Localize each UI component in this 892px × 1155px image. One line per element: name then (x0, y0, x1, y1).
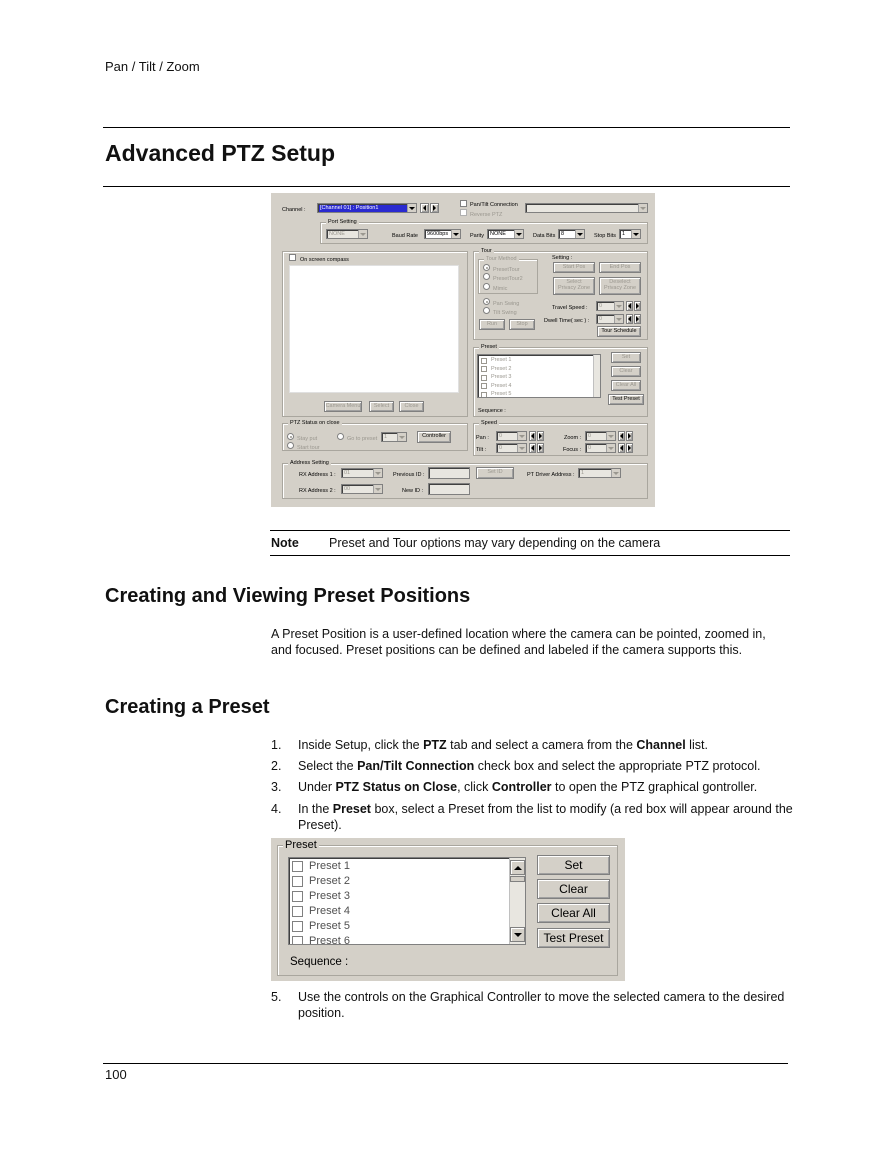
test-preset-button[interactable]: Test Preset (608, 394, 644, 405)
baud-rate-value: 9600bps (427, 231, 449, 237)
ptz-status-title: PTZ Status on close (290, 420, 340, 426)
arrow-right-icon (539, 445, 542, 451)
note-text: Preset and Tour options may vary depending on the camera (329, 536, 661, 550)
port-select-value: NONE (329, 231, 345, 237)
step-text-bold: Channel (636, 738, 686, 752)
start-pos-button[interactable]: Start Pos (553, 262, 595, 273)
focus-speed-value: 0 (588, 445, 592, 451)
preset-tour-label: PresetTour (493, 267, 520, 273)
baud-rate-label: Baud Rate (392, 233, 418, 239)
step-text-bold: PTZ Status on Close (335, 780, 458, 794)
close-button[interactable]: Close (399, 401, 424, 412)
preset-zoom-list-item[interactable] (292, 875, 350, 887)
channel-select-value: [Channel 01] : Position1 (320, 205, 379, 211)
focus-speed-down-button[interactable] (618, 443, 625, 453)
tilt-swing-label: Tilt Swing (493, 310, 517, 316)
pt-driver-address-value: 1 (581, 470, 585, 476)
preset-zoom-set-button[interactable]: Set (537, 855, 610, 875)
step-text-run: , click (457, 780, 492, 794)
step-number: 1. (271, 738, 282, 752)
step-text-run: list. (685, 738, 708, 752)
step-number: 2. (271, 759, 282, 773)
channel-prev-button[interactable] (420, 203, 429, 213)
chevron-down-icon (517, 444, 526, 452)
preset-tour2-radio[interactable] (483, 273, 490, 280)
arrow-up-icon (514, 866, 522, 870)
preset-zoom-title: Preset (285, 839, 317, 851)
step-text-bold: Pan/Tilt Connection (357, 759, 475, 773)
tour-method-title: Tour Method (486, 256, 517, 262)
pan-tilt-connection-checkbox[interactable] (460, 200, 467, 207)
rx-address-1-value: 01 (344, 470, 351, 476)
ptz-setup-dialog-screenshot (271, 193, 655, 507)
preset-zoom-checkbox[interactable] (292, 906, 303, 917)
chevron-down-icon (397, 433, 406, 441)
note-rule-top (270, 530, 790, 531)
focus-speed-select[interactable] (585, 443, 616, 453)
arrow-left-icon (531, 433, 534, 439)
step-text-bold: Controller (491, 780, 552, 794)
address-setting-title: Address Setting (290, 460, 329, 466)
preset-zoom-checkbox[interactable] (292, 936, 303, 946)
preset-tour-radio[interactable] (483, 264, 490, 271)
travel-speed-down-button[interactable] (626, 301, 633, 311)
new-id-field[interactable] (428, 483, 470, 495)
arrow-left-icon (628, 316, 631, 322)
chevron-down-icon (606, 444, 615, 452)
controller-button[interactable]: Controller (417, 431, 451, 443)
dwell-time-up-button[interactable] (634, 314, 641, 324)
channel-select[interactable] (317, 203, 417, 213)
preset-clear-all-button[interactable]: Clear All (611, 380, 641, 391)
tilt-speed-value: 0 (499, 445, 503, 451)
scroll-down-button[interactable] (510, 927, 525, 942)
chevron-down-icon (575, 230, 584, 238)
chevron-down-icon (606, 432, 615, 440)
preset-checkbox[interactable] (481, 358, 487, 364)
pan-speed-down-button[interactable] (529, 431, 536, 441)
running-header: Pan / Tilt / Zoom (105, 59, 200, 74)
scroll-thumb[interactable] (510, 876, 525, 882)
end-pos-button[interactable]: End Pos (599, 262, 641, 273)
arrow-down-icon (514, 933, 522, 937)
on-screen-compass-label: On screen compass (300, 257, 349, 263)
rx-address-2-value: 00 (344, 486, 351, 492)
zoom-speed-up-button[interactable] (626, 431, 633, 441)
chevron-down-icon (611, 469, 620, 477)
preset-list-item[interactable] (481, 391, 511, 398)
tilt-speed-label: Tilt : (476, 447, 487, 453)
tilt-speed-up-button[interactable] (537, 443, 544, 453)
stop-bits-value: 1 (622, 231, 626, 237)
arrow-left-icon (628, 303, 631, 309)
step-number: 3. (271, 780, 282, 794)
preset-zoom-item-label: Preset 5 (309, 920, 350, 932)
chevron-down-icon (373, 469, 382, 477)
rx-address-2-label: RX Address 2 : (299, 488, 336, 494)
data-bits-value: 8 (561, 231, 565, 237)
baud-rate-select[interactable] (424, 229, 461, 239)
speed-title: Speed (481, 420, 497, 426)
preset-zoom-checkbox[interactable] (292, 921, 303, 932)
deselect-privacy-zone-line2: Privacy Zone (603, 285, 637, 291)
rx-address-2-select[interactable] (341, 484, 383, 494)
step-text (298, 737, 793, 753)
tilt-speed-down-button[interactable] (529, 443, 536, 453)
protocol-select[interactable] (525, 203, 648, 213)
travel-speed-up-button[interactable] (634, 301, 641, 311)
preset-zoom-list-item[interactable] (292, 920, 350, 932)
preset-zoom-test-preset-button[interactable]: Test Preset (537, 928, 610, 948)
step-text-bold: Preset (332, 802, 371, 816)
preset-zoom-scrollbar[interactable] (509, 858, 525, 944)
port-select[interactable] (326, 229, 368, 239)
go-to-preset-label: Go to preset (347, 436, 378, 442)
note-label: Note (271, 536, 299, 550)
arrow-right-icon (636, 303, 639, 309)
preset-item-label: Preset 4 (491, 382, 512, 389)
preset-list-item[interactable] (481, 383, 511, 390)
pt-driver-address-label: PT Driver Address : (527, 472, 575, 478)
preset-zoom-clear-button[interactable]: Clear (537, 879, 610, 899)
pan-speed-value: 0 (499, 433, 503, 439)
preset-zoom-item-label: Preset 3 (309, 890, 350, 902)
reverse-ptz-checkbox[interactable] (460, 209, 467, 216)
preset-item-label: Preset 5 (491, 391, 512, 397)
preset-zoom-list-item[interactable] (292, 890, 350, 902)
dwell-time-down-button[interactable] (626, 314, 633, 324)
chevron-down-icon (631, 230, 640, 238)
pt-driver-address-select[interactable] (578, 468, 621, 478)
sequence-label: Sequence : (478, 408, 506, 414)
preset-zoom-sequence-label: Sequence : (290, 956, 349, 968)
step-text-run: Inside Setup, click the (298, 738, 424, 752)
zoom-speed-select[interactable] (585, 431, 616, 441)
rx-address-1-label: RX Address 1 : (299, 472, 336, 478)
dwell-time-label: Dwell Time( sec ) : (544, 318, 590, 324)
dwell-time-value: 0 (599, 316, 603, 322)
go-to-preset-radio[interactable] (337, 433, 344, 440)
preset-item-label: Preset 1 (491, 357, 512, 363)
step-number: 5. (271, 990, 282, 1004)
dwell-time-select[interactable] (596, 314, 624, 324)
preset-zoom-item-label: Preset 6 (309, 935, 350, 945)
step-text-run: Under (298, 780, 336, 794)
preset-set-button[interactable]: Set (611, 352, 641, 363)
new-id-label: New ID : (402, 488, 424, 494)
preset-zoom-list-item[interactable] (292, 905, 350, 917)
arrow-right-icon (539, 433, 542, 439)
deselect-privacy-zone-button[interactable] (599, 277, 641, 295)
chevron-down-icon (358, 230, 367, 238)
preset-panel-screenshot (271, 838, 625, 981)
chevron-down-icon (451, 230, 460, 238)
stop-bits-select[interactable] (619, 229, 641, 239)
data-bits-label: Data Bits (533, 233, 556, 239)
stay-put-radio[interactable] (287, 433, 294, 440)
preset-title: Preset (481, 344, 497, 350)
previous-id-label: Previous ID : (393, 472, 425, 478)
run-button[interactable]: Run (479, 319, 505, 330)
pan-speed-up-button[interactable] (537, 431, 544, 441)
zoom-speed-down-button[interactable] (618, 431, 625, 441)
compass-view[interactable] (289, 265, 459, 393)
arrow-left-icon (620, 433, 623, 439)
scroll-up-button[interactable] (510, 860, 525, 875)
start-tour-radio[interactable] (287, 442, 294, 449)
stop-button[interactable]: Stop (509, 319, 535, 330)
zoom-speed-value: 0 (588, 433, 592, 439)
arrow-left-icon (531, 445, 534, 451)
arrow-right-icon (628, 433, 631, 439)
parity-label: Parity (470, 233, 485, 239)
step-text (298, 801, 793, 833)
step-text-run: box, select a Preset from the list to modify (a red box will appear around the Preset). (298, 802, 793, 832)
pan-speed-select[interactable] (496, 431, 527, 441)
arrow-right-icon (433, 205, 436, 211)
mimic-radio[interactable] (483, 283, 490, 290)
step-text-run: Select the (298, 759, 358, 773)
arrow-right-icon (628, 445, 631, 451)
footer-rule (103, 1063, 788, 1064)
preset-list-item[interactable] (481, 357, 511, 364)
deselect-privacy-zone-line1: Deselect (609, 279, 631, 286)
port-setting-title: Port Setting (328, 219, 357, 225)
step-text (298, 989, 793, 1021)
pan-speed-label: Pan : (476, 435, 489, 441)
rule-under-title (103, 186, 790, 187)
tour-schedule-button[interactable]: Tour Schedule (597, 326, 641, 337)
preset-list-item[interactable] (481, 374, 511, 381)
arrow-left-icon (620, 445, 623, 451)
chevron-down-icon (517, 432, 526, 440)
data-bits-select[interactable] (558, 229, 585, 239)
preset-tour2-label: PresetTour2 (493, 276, 523, 282)
start-tour-label: Start tour (297, 445, 320, 451)
focus-speed-label: Focus : (563, 447, 582, 453)
rx-address-1-select[interactable] (341, 468, 383, 478)
chevron-down-icon (373, 485, 382, 493)
chevron-down-icon (614, 315, 623, 323)
chevron-down-icon (638, 204, 647, 212)
select-privacy-zone-line2: Privacy Zone (557, 285, 591, 291)
preset-item-label: Preset 3 (491, 374, 512, 380)
preset-zoom-list-item[interactable] (292, 935, 350, 945)
pan-swing-label: Pan Swing (493, 301, 520, 307)
page-number: 100 (105, 1067, 127, 1082)
parity-select[interactable] (487, 229, 524, 239)
preset-checkbox[interactable] (481, 375, 487, 381)
channel-label: Channel : (282, 207, 306, 213)
step-text-run: tab and select a camera from the (446, 738, 637, 752)
preset-zoom-checkbox[interactable] (292, 876, 303, 887)
section-heading-creating: Creating a Preset (105, 696, 270, 718)
camera-menu-button[interactable]: Camera Menu (324, 401, 362, 412)
preset-zoom-item-label: Preset 1 (309, 860, 350, 872)
preset-checkbox[interactable] (481, 366, 487, 372)
channel-next-button[interactable] (430, 203, 439, 213)
preset-list[interactable] (477, 354, 601, 398)
step-text-bold: PTZ (423, 738, 447, 752)
travel-speed-select[interactable] (596, 301, 624, 311)
chevron-down-icon (514, 230, 523, 238)
tilt-swing-radio[interactable] (483, 307, 490, 314)
rule-top (103, 127, 790, 128)
stop-bits-label: Stop Bits (594, 233, 617, 239)
select-button[interactable]: Select (369, 401, 394, 412)
zoom-speed-label: Zoom : (564, 435, 582, 441)
preset-checkbox[interactable] (481, 392, 487, 398)
travel-speed-label: Travel Speed : (552, 305, 588, 311)
preset-zoom-list[interactable] (288, 857, 526, 945)
section-heading-viewing: Creating and Viewing Preset Positions (105, 585, 471, 607)
previous-id-field[interactable] (428, 467, 470, 479)
arrow-left-icon (423, 205, 426, 211)
parity-value: NONE (490, 231, 506, 237)
arrow-right-icon (636, 316, 639, 322)
preset-zoom-item-label: Preset 2 (309, 875, 350, 887)
preset-zoom-clear-all-button[interactable]: Clear All (537, 903, 610, 923)
note-rule-bottom (270, 555, 790, 556)
section-viewing-paragraph: A Preset Position is a user-defined location where the camera can be pointed, zoomed in, and focused. Preset positions can be defined and labeled if the camera supports this. (271, 627, 766, 657)
tour-title: Tour (481, 248, 492, 254)
preset-item-label: Preset 2 (491, 365, 512, 372)
select-privacy-zone-button[interactable] (553, 277, 595, 295)
preset-zoom-checkbox[interactable] (292, 861, 303, 872)
reverse-ptz-label: Reverse PTZ (470, 212, 503, 218)
select-privacy-zone-line1: Select (566, 279, 582, 286)
step-text (298, 779, 793, 795)
travel-speed-value: 0 (599, 303, 603, 309)
on-screen-compass-checkbox[interactable] (289, 254, 296, 261)
step-text (298, 758, 793, 774)
focus-speed-up-button[interactable] (626, 443, 633, 453)
preset-list-item[interactable] (481, 366, 511, 373)
preset-zoom-list-item[interactable] (292, 860, 350, 872)
preset-clear-button[interactable]: Clear (611, 366, 641, 377)
go-to-preset-value: 1 (384, 434, 388, 440)
go-to-preset-select[interactable] (381, 432, 407, 442)
page-title: Advanced PTZ Setup (105, 140, 336, 166)
preset-zoom-checkbox[interactable] (292, 891, 303, 902)
preset-list-scrollbar[interactable] (593, 355, 600, 397)
set-id-button[interactable]: Set ID (476, 467, 514, 479)
step-text-run: check box and select the appropriate PTZ protocol. (474, 759, 761, 773)
chevron-down-icon (614, 302, 623, 310)
pan-swing-radio[interactable] (483, 298, 490, 305)
step-number: 4. (271, 802, 282, 816)
chevron-down-icon (407, 204, 416, 212)
step-text-run: to open the PTZ graphical gontroller. (551, 780, 758, 794)
pan-tilt-connection-label: Pan/Tilt Connection (470, 202, 518, 208)
preset-checkbox[interactable] (481, 383, 487, 389)
tour-setting-label: Setting : (552, 255, 573, 261)
stay-put-label: Stay put (297, 436, 318, 442)
tilt-speed-select[interactable] (496, 443, 527, 453)
step-text-run: In the (298, 802, 333, 816)
mimic-label: Mimic (493, 286, 508, 292)
step-text-run: Use the controls on the Graphical Controller to move the selected camera to the desired position. (298, 990, 785, 1020)
preset-zoom-item-label: Preset 4 (309, 905, 350, 917)
